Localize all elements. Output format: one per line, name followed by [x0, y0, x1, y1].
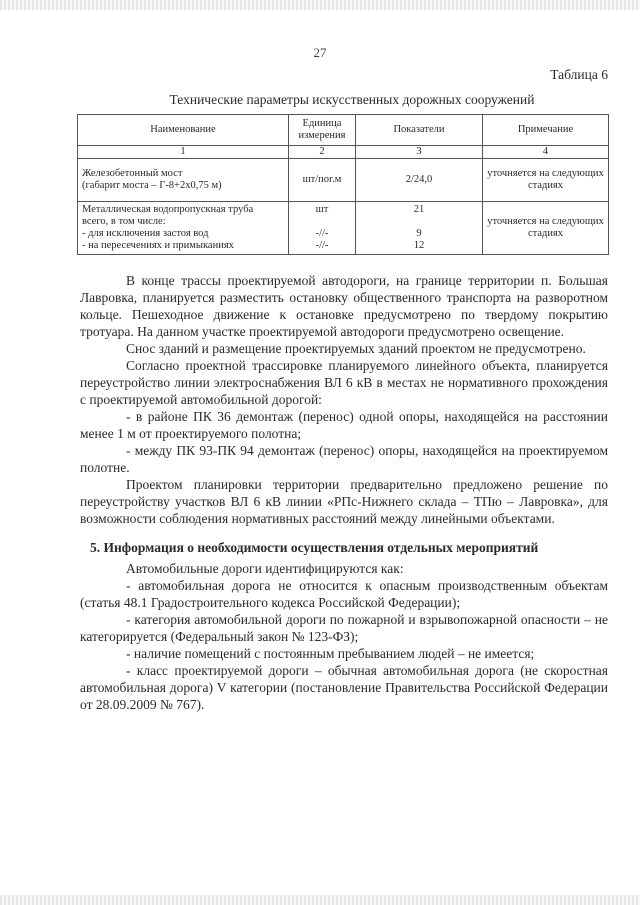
- table-row: [78, 202, 609, 255]
- header-unit: Единица измерения: [289, 115, 356, 146]
- row-unit-cell: шт/пог.м: [289, 159, 356, 202]
- row-unit-line: [293, 216, 351, 228]
- paragraph: В конце трассы проектируемой автодороги, на границе территории п. Большая Лавровка, планируется разместить остановку общественного транспорта на разворотном кольце. Пешеходное движение к остановке предусмотрено по твердому покрытию тротуара. На данном участке проектируемой автодороги предусмотрено освещение.: [80, 273, 608, 339]
- row-value-line: 12: [413, 240, 425, 252]
- row-name-cell: [78, 159, 289, 202]
- row-name-line: - на пересечениях и примыканиях: [82, 240, 234, 252]
- list-item: - наличие помещений с постоянным пребыванием людей – не имеется;: [126, 646, 535, 661]
- row-name-line: (габарит моста – Г-8+2х0,75 м): [82, 180, 222, 192]
- row-unit-cell: [289, 202, 356, 255]
- paragraph: Снос зданий и размещение проектируемых зданий проектом не предусмотрено.: [126, 341, 586, 356]
- body-text: [80, 272, 608, 713]
- column-number: 3: [356, 146, 483, 159]
- paragraph: Проектом планировки территории предварительно предложено решение по переустройству участков ВЛ 6 кВ линии «РПс-Нижнего склада – ТПю – Лавровка», для возможности соблюдения нормативных расстояний между линейными объектами.: [80, 477, 608, 526]
- row-name-cell: [78, 202, 289, 255]
- list-item: - категория автомобильной дороги по пожарной и взрывопожарной опасности – не категорируется (Федеральный закон № 123-ФЗ);: [80, 612, 608, 644]
- column-number: 4: [483, 146, 609, 159]
- table-title: Технические параметры искусственных дорожных сооружений: [169, 92, 535, 107]
- row-name-line: Железобетонный мост: [82, 168, 183, 179]
- header-name: Наименование: [78, 115, 289, 146]
- table-label: Таблица 6: [550, 67, 608, 82]
- paragraph: Автомобильные дороги идентифицируются как:: [126, 561, 404, 576]
- row-note-cell: уточняется на следующих стадиях: [483, 159, 609, 202]
- row-value-line: 21: [413, 204, 425, 216]
- page-number: 27: [313, 45, 327, 60]
- parameters-table: [77, 114, 609, 255]
- section-heading: 5. Информация о необходимости осуществления отдельных мероприятий: [90, 540, 539, 555]
- row-value-line: [360, 216, 478, 228]
- list-item: - между ПК 93-ПК 94 демонтаж (перенос) опоры, находящейся на проектируемом полотне.: [80, 443, 608, 475]
- scan-edge-top: [0, 0, 640, 10]
- table-header-row: [78, 115, 609, 146]
- row-value-cell: 2/24,0: [356, 159, 483, 202]
- header-value: Показатели: [356, 115, 483, 146]
- row-name-line: - для исключения застоя вод: [82, 228, 209, 240]
- column-number: 2: [289, 146, 356, 159]
- scan-edge-bottom: [0, 895, 640, 905]
- row-unit-line: шт: [315, 204, 329, 216]
- row-name-line: Металлическая водопропускная труба: [82, 204, 254, 216]
- column-number: 1: [78, 146, 289, 159]
- row-unit-line: -//-: [315, 240, 329, 252]
- row-note-cell: уточняется на следующих стадиях: [483, 202, 609, 255]
- row-value-line: 9: [416, 228, 422, 240]
- list-item: - класс проектируемой дороги – обычная автомобильная дорога (не скоростная автомобильная дорога) V категории (постановление Правительства Российской Федерации от 28.09.2009 № 767).: [80, 663, 608, 712]
- list-item: - автомобильная дорога не относится к опасным производственным объектам (статья 48.1 Градостроительного кодекса Российской Федерации);: [80, 578, 608, 610]
- paragraph: Согласно проектной трассировке планируемого линейного объекта, планируется переустройство линии электроснабжения ВЛ 6 кВ в местах не нормативного прохождения с проектируемой автомобильной дорогой:: [80, 358, 608, 407]
- table-row: [78, 159, 609, 202]
- row-unit-line: -//-: [315, 228, 329, 240]
- list-item: - в районе ПК 36 демонтаж (перенос) одной опоры, находящейся на расстоянии менее 1 м от проектируемого полотна;: [80, 409, 608, 441]
- row-name-line: всего, в том числе:: [82, 216, 166, 228]
- header-note: Примечание: [483, 115, 609, 146]
- row-value-cell: [356, 202, 483, 255]
- table-column-numbers-row: [78, 146, 609, 159]
